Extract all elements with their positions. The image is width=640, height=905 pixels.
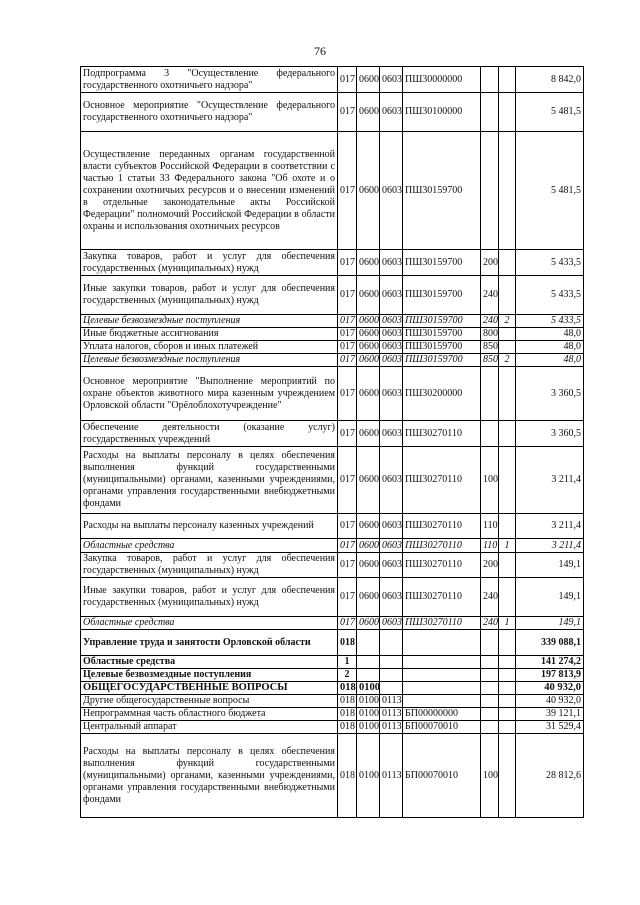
table-row (81, 721, 584, 734)
row-amount: 48,0 (516, 341, 584, 354)
row-source (499, 514, 516, 539)
table-row (81, 250, 584, 276)
row-grbs: 017 (338, 539, 357, 553)
row-section: 0600 (357, 539, 380, 553)
row-source (499, 341, 516, 354)
row-subsection (380, 682, 403, 695)
row-grbs: 018 (338, 734, 357, 818)
row-source (499, 734, 516, 818)
table-row (81, 695, 584, 708)
table-row (81, 367, 584, 421)
table-row (81, 315, 584, 328)
row-name: Центральный аппарат (81, 721, 338, 734)
row-section (357, 669, 380, 682)
row-target-item: БП00070010 (403, 734, 481, 818)
row-section: 0600 (357, 341, 380, 354)
row-subsection: 0603 (380, 367, 403, 421)
row-grbs: 017 (338, 354, 357, 367)
row-source: 2 (499, 354, 516, 367)
row-grbs: 018 (338, 721, 357, 734)
row-subsection: 0603 (380, 315, 403, 328)
row-grbs: 017 (338, 250, 357, 276)
row-target-item: ПШ30100000 (403, 93, 481, 132)
row-expense-type (481, 695, 499, 708)
row-source (499, 447, 516, 514)
row-section: 0600 (357, 132, 380, 250)
row-name: Расходы на выплаты персоналу в целях обеспечения выполнения функций государственными (муниципальными) органами, казенными учреждениями, органами управления государственными внебюджетными фондами (81, 447, 338, 514)
row-subsection: 0603 (380, 514, 403, 539)
table-row (81, 656, 584, 669)
row-target-item: ПШ30159700 (403, 328, 481, 341)
table-row (81, 93, 584, 132)
row-expense-type (481, 682, 499, 695)
row-name: Областные средства (81, 656, 338, 669)
row-target-item: ПШ30159700 (403, 276, 481, 315)
row-subsection: 0603 (380, 93, 403, 132)
row-target-item: ПШ30159700 (403, 250, 481, 276)
row-grbs: 017 (338, 328, 357, 341)
row-grbs: 017 (338, 67, 357, 93)
row-grbs: 1 (338, 656, 357, 669)
table-row (81, 669, 584, 682)
row-name: ОБЩЕГОСУДАРСТВЕННЫЕ ВОПРОСЫ (81, 682, 338, 695)
row-section: 0600 (357, 276, 380, 315)
row-target-item: ПШ30159700 (403, 132, 481, 250)
row-section: 0600 (357, 553, 380, 578)
row-expense-type (481, 132, 499, 250)
row-section: 0600 (357, 447, 380, 514)
row-section: 0100 (357, 695, 380, 708)
row-target-item (403, 682, 481, 695)
row-expense-type (481, 93, 499, 132)
table-row (81, 682, 584, 695)
row-name: Осуществление переданных органам государственной власти субъектов Российской Федерации в соответствии с частью 1 статьи 33 Федерального закона "Об охоте и о сохранении охотничьих ресурсов и о внесении изменений в отдельные законодательные акты Российской Федерации" полномочий Российской Федерации в области охраны и использования охотничьих ресурсов (81, 132, 338, 250)
table-row (81, 354, 584, 367)
row-source (499, 328, 516, 341)
row-subsection: 0113 (380, 721, 403, 734)
row-expense-type (481, 708, 499, 721)
row-subsection: 0113 (380, 695, 403, 708)
row-amount: 40 932,0 (516, 695, 584, 708)
row-section: 0100 (357, 682, 380, 695)
table-row (81, 734, 584, 818)
row-amount: 48,0 (516, 328, 584, 341)
row-target-item: ПШ30270110 (403, 421, 481, 447)
table-row (81, 617, 584, 630)
row-section: 0600 (357, 328, 380, 341)
row-name: Подпрограмма 3 "Осуществление федерального государственного охотничьего надзора" (81, 67, 338, 93)
row-source (499, 669, 516, 682)
row-source: 1 (499, 539, 516, 553)
row-name: Основное мероприятие "Осуществление федерального государственного охотничьего надзора" (81, 93, 338, 132)
row-section: 0600 (357, 315, 380, 328)
row-source (499, 695, 516, 708)
row-grbs: 017 (338, 315, 357, 328)
row-expense-type (481, 656, 499, 669)
row-section: 0600 (357, 250, 380, 276)
row-subsection: 0603 (380, 539, 403, 553)
row-amount: 339 088,1 (516, 630, 584, 656)
row-target-item: ПШ30159700 (403, 315, 481, 328)
row-expense-type (481, 669, 499, 682)
row-grbs: 017 (338, 276, 357, 315)
row-grbs: 017 (338, 578, 357, 617)
row-grbs: 017 (338, 93, 357, 132)
row-name: Управление труда и занятости Орловской области (81, 630, 338, 656)
row-target-item: БП00000000 (403, 708, 481, 721)
table-row (81, 421, 584, 447)
row-target-item: ПШ30270110 (403, 553, 481, 578)
table-row (81, 328, 584, 341)
row-section: 0600 (357, 578, 380, 617)
row-amount: 5 433,5 (516, 250, 584, 276)
row-target-item: БП00070010 (403, 721, 481, 734)
row-source (499, 721, 516, 734)
row-amount: 39 121,1 (516, 708, 584, 721)
row-target-item: ПШ30270110 (403, 514, 481, 539)
row-subsection: 0113 (380, 734, 403, 818)
row-subsection: 0603 (380, 553, 403, 578)
row-grbs: 017 (338, 514, 357, 539)
table-row (81, 514, 584, 539)
row-target-item: ПШ30270110 (403, 539, 481, 553)
row-name: Обеспечение деятельности (оказание услуг) государственных учреждений (81, 421, 338, 447)
row-expense-type (481, 421, 499, 447)
row-name: Целевые безвозмездные поступления (81, 669, 338, 682)
row-expense-type: 200 (481, 250, 499, 276)
table-row (81, 708, 584, 721)
row-section: 0100 (357, 708, 380, 721)
row-section: 0600 (357, 67, 380, 93)
row-grbs: 017 (338, 367, 357, 421)
row-amount: 31 529,4 (516, 721, 584, 734)
row-target-item (403, 630, 481, 656)
row-name: Непрограммная часть областного бюджета (81, 708, 338, 721)
row-source (499, 553, 516, 578)
row-amount: 5 433,5 (516, 276, 584, 315)
row-subsection: 0603 (380, 354, 403, 367)
table-row (81, 447, 584, 514)
row-subsection: 0603 (380, 276, 403, 315)
table-row (81, 341, 584, 354)
budget-table (80, 66, 584, 818)
row-source: 2 (499, 315, 516, 328)
row-target-item: ПШ30270110 (403, 447, 481, 514)
row-name: Иные закупки товаров, работ и услуг для обеспечения государственных (муниципальных) нужд (81, 578, 338, 617)
row-amount: 141 274,2 (516, 656, 584, 669)
table-row (81, 67, 584, 93)
row-name: Уплата налогов, сборов и иных платежей (81, 341, 338, 354)
row-source (499, 276, 516, 315)
row-subsection: 0603 (380, 250, 403, 276)
row-subsection: 0603 (380, 578, 403, 617)
row-section: 0600 (357, 617, 380, 630)
row-expense-type: 240 (481, 617, 499, 630)
row-expense-type: 240 (481, 578, 499, 617)
row-subsection: 0603 (380, 328, 403, 341)
row-source (499, 421, 516, 447)
row-subsection (380, 630, 403, 656)
row-expense-type: 850 (481, 354, 499, 367)
row-grbs: 017 (338, 421, 357, 447)
row-section: 0600 (357, 354, 380, 367)
row-source (499, 578, 516, 617)
row-source (499, 250, 516, 276)
row-source (499, 708, 516, 721)
row-amount: 5 481,5 (516, 93, 584, 132)
row-grbs: 017 (338, 617, 357, 630)
row-grbs: 018 (338, 708, 357, 721)
table-row (81, 132, 584, 250)
row-source (499, 630, 516, 656)
row-amount: 149,1 (516, 578, 584, 617)
row-grbs: 017 (338, 132, 357, 250)
row-source (499, 367, 516, 421)
row-name: Закупка товаров, работ и услуг для обеспечения государственных (муниципальных) нужд (81, 553, 338, 578)
row-subsection: 0603 (380, 67, 403, 93)
row-subsection: 0603 (380, 447, 403, 514)
row-expense-type: 110 (481, 539, 499, 553)
row-subsection: 0603 (380, 341, 403, 354)
row-expense-type (481, 721, 499, 734)
row-expense-type: 850 (481, 341, 499, 354)
row-source: 1 (499, 617, 516, 630)
row-target-item: ПШ30270110 (403, 578, 481, 617)
row-name: Расходы на выплаты персоналу казенных учреждений (81, 514, 338, 539)
row-amount: 3 211,4 (516, 539, 584, 553)
row-name: Иные бюджетные ассигнования (81, 328, 338, 341)
table-row (81, 276, 584, 315)
row-amount: 149,1 (516, 617, 584, 630)
row-expense-type: 800 (481, 328, 499, 341)
row-expense-type: 110 (481, 514, 499, 539)
row-target-item: ПШ30000000 (403, 67, 481, 93)
row-amount: 8 842,0 (516, 67, 584, 93)
row-grbs: 017 (338, 341, 357, 354)
row-source (499, 656, 516, 669)
row-expense-type: 100 (481, 447, 499, 514)
row-grbs: 017 (338, 553, 357, 578)
row-grbs: 018 (338, 695, 357, 708)
row-target-item: ПШ30159700 (403, 354, 481, 367)
row-expense-type (481, 367, 499, 421)
row-section: 0600 (357, 514, 380, 539)
row-source (499, 682, 516, 695)
row-target-item (403, 656, 481, 669)
row-expense-type (481, 630, 499, 656)
row-amount: 48,0 (516, 354, 584, 367)
row-name: Другие общегосударственные вопросы (81, 695, 338, 708)
row-name: Областные средства (81, 617, 338, 630)
row-name: Расходы на выплаты персоналу в целях обеспечения выполнения функций государственными (муниципальными) органами, казенными учреждениями, органами управления государственными внебюджетными фондами (81, 734, 338, 818)
row-section: 0100 (357, 721, 380, 734)
row-subsection: 0603 (380, 132, 403, 250)
row-target-item (403, 695, 481, 708)
row-amount: 5 481,5 (516, 132, 584, 250)
table-row (81, 578, 584, 617)
row-amount: 3 211,4 (516, 447, 584, 514)
row-target-item: ПШ30270110 (403, 617, 481, 630)
row-section: 0100 (357, 734, 380, 818)
row-amount: 3 360,5 (516, 421, 584, 447)
table-row (81, 630, 584, 656)
row-amount: 5 433,5 (516, 315, 584, 328)
row-name: Областные средства (81, 539, 338, 553)
row-source (499, 93, 516, 132)
row-expense-type: 240 (481, 315, 499, 328)
row-expense-type: 100 (481, 734, 499, 818)
row-amount: 3 360,5 (516, 367, 584, 421)
row-section: 0600 (357, 421, 380, 447)
row-amount: 28 812,6 (516, 734, 584, 818)
row-target-item (403, 669, 481, 682)
row-name: Целевые безвозмездные поступления (81, 354, 338, 367)
row-amount: 197 813,9 (516, 669, 584, 682)
row-subsection (380, 669, 403, 682)
row-subsection: 0113 (380, 708, 403, 721)
row-expense-type: 200 (481, 553, 499, 578)
row-expense-type (481, 67, 499, 93)
row-source (499, 67, 516, 93)
row-name: Целевые безвозмездные поступления (81, 315, 338, 328)
row-name: Основное мероприятие "Выполнение мероприятий по охране объектов животного мира казенным учреждением Орловской области "Орёлоблохотучреждение" (81, 367, 338, 421)
table-row (81, 553, 584, 578)
row-subsection (380, 656, 403, 669)
row-expense-type: 240 (481, 276, 499, 315)
row-subsection: 0603 (380, 617, 403, 630)
row-grbs: 018 (338, 630, 357, 656)
row-subsection: 0603 (380, 421, 403, 447)
row-target-item: ПШ30159700 (403, 341, 481, 354)
row-grbs: 017 (338, 447, 357, 514)
row-grbs: 2 (338, 669, 357, 682)
row-amount: 149,1 (516, 553, 584, 578)
row-grbs: 018 (338, 682, 357, 695)
row-amount: 40 932,0 (516, 682, 584, 695)
row-section (357, 630, 380, 656)
row-section: 0600 (357, 367, 380, 421)
row-name: Закупка товаров, работ и услуг для обеспечения государственных (муниципальных) нужд (81, 250, 338, 276)
row-source (499, 132, 516, 250)
table-row (81, 539, 584, 553)
page-number: 76 (314, 44, 326, 58)
row-amount: 3 211,4 (516, 514, 584, 539)
row-target-item: ПШ30200000 (403, 367, 481, 421)
row-name: Иные закупки товаров, работ и услуг для обеспечения государственных (муниципальных) нужд (81, 276, 338, 315)
row-section (357, 656, 380, 669)
row-section: 0600 (357, 93, 380, 132)
